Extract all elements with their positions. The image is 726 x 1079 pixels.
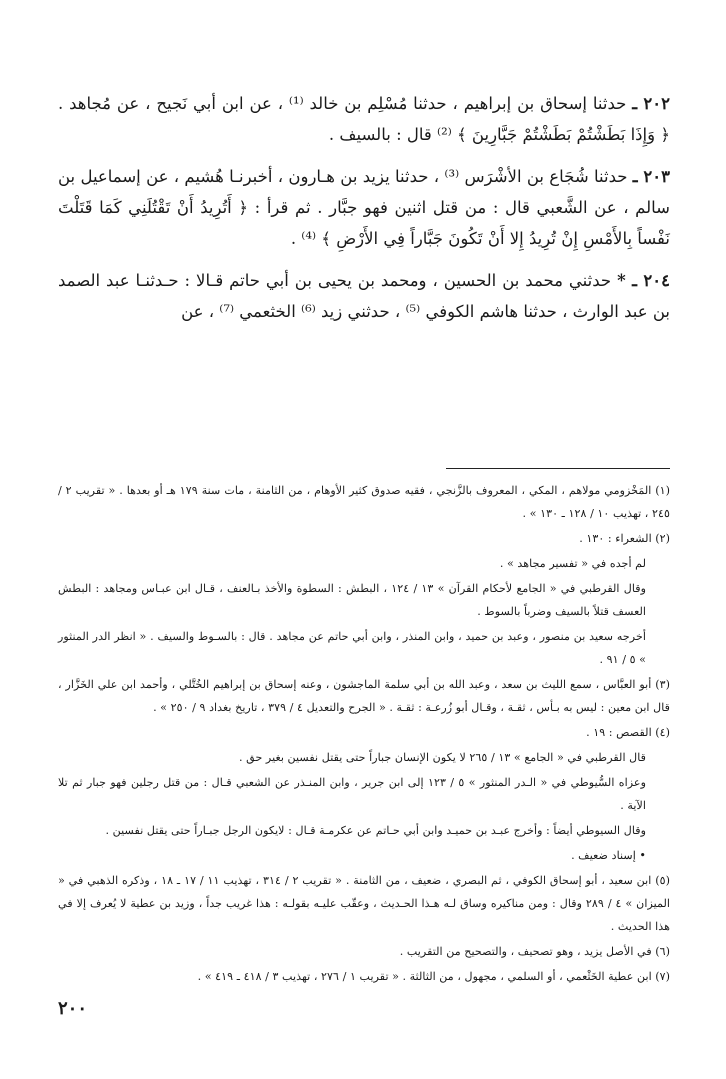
footnote: (٢) الشعراء : ١٣٠ . [579,532,670,545]
book-page [58,88,671,1019]
footnote: قال القرطبي في « الجامع » ١٣ / ٢٦٥ لا يكون الإنسان جباراً حتى يقتل نفسين بغير حق . [239,751,646,764]
footnote: (١) المَخْزومي مولاهم ، المكي ، المعروف بالزَّنجي ، فقيه صدوق كثير الأوهام ، من الثامنة ، مات سنة ١٧٩ هـ أو بعدها . « تقريب ٢ / ٢٤٥ ، تهذيب ١٠ / ١٢٨ ـ ١٣٠ » . [58,484,671,520]
hadith-number: ٢٠٤ ـ * [617,271,670,290]
footnote: وقال القرطبي في « الجامع لأحكام القرآن » ١٣ / ١٢٤ ، البطش : السطوة والأخذ بـالعنف ، قـال ابن عبـاس ومجاهد : البطش العسف قتلاً بالسيف وضرباً بالسوط . [58,582,646,618]
hadith-text: حدثني محمد بن الحسين ، ومحمد بن يحيى بن أبي حاتم قـالا : حـدثنـا عبد الصمد بن عبد الوارث ، حدثنا هاشم الكوفي ⁽⁵⁾ ، حدثني زيد ⁽⁶⁾ الخثعمي ⁽⁷⁾ ، عن [58,271,670,321]
main-text [58,88,670,327]
footnote: أخرجه سعيد بن منصور ، وعبد بن حميد ، وابن المنذر ، وابن أبي حاتم عن مجاهد . قال : بالسـوط والسيف . « انظر الدر المنثور » ٥ / ٩١ . [58,630,646,666]
footnote-separator [446,468,670,469]
hadith-203 [58,161,670,254]
footnotes [58,479,670,990]
footnote: (٤) القصص : ١٩ . [586,726,670,739]
footnote: • إسناد ضعيف . [571,849,646,862]
footnote: وقال السيوطي أيضاً : وأخرج عبـد بن حميـد وابن أبي حـاتم عن عكرمـة قـال : لايكون الرجل جبـاراً حتى يقتل نفسين . [105,824,646,837]
footnote: (٧) ابن عطية الخَثْعمي ، أو السلمي ، مجهول ، من الثالثة . « تقريب ١ / ٢٧٦ ، تهذيب ٣ / ٤١٨ ـ ٤١٩ » . [197,970,670,983]
page-number: ٢٠٠ [58,998,88,1019]
footnote: (٦) في الأصل يزيد ، وهو تصحيف ، والتصحيح من التقريب . [399,945,670,958]
hadith-number: ٢٠٢ ـ [632,94,670,113]
footnote: (٣) أبو العبَّاس ، سمع الليث بن سعد ، وعبد الله بن أبي سلمة الماجشون ، وعنه إسحاق بن إبراهيم الخُتَّلي ، وأحمد ابن علي الخَزَّار ، قال ابن معين : ليس به بـأس ، ثقـة ، وقـال أبو زُرعـة : ثقـة . « الجرح والتعديل ٤ / ٣٧٩ ، تاريخ بغداد ٩ / ٢٥٠ » . [58,678,670,714]
hadith-204 [58,265,670,327]
hadith-text: حدثنا إسحاق بن إبراهيم ، حدثنا مُسْلِم بن خالد ⁽¹⁾ ، عن ابن أبي نَجيح ، عن مُجاهد . ﴿ وَإِذَا بَطَشْتُمْ بَطَشْتُمْ جَبَّارِينَ ﴾ ⁽²⁾ قال : بالسيف . [58,94,670,144]
hadith-number: ٢٠٣ ـ [632,167,670,186]
footnote: لم أجده في « تفسير مجاهد » . [499,557,646,570]
footnote: (٥) ابن سعيد ، أبو إسحاق الكوفي ، ثم البصري ، ضعيف ، من الثامنة . « تقريب ٢ / ٣١٤ ، تهذيب ١١ / ١٧ ـ ١٨ ، وذكره الذهبي في « الميزان » ٤ / ٢٨٩ وقال : ومن مناكيره وساق لـه هـذا الحـديث ، وعقّب عليـه بقولـه : هذا غريب جداً ، وزيد بن عطية لا يُعرف إلا في هذا الحديث . [58,874,671,933]
hadith-text: حدثنا شُجَاع بن الأشْرَس ⁽³⁾ ، حدثنا يزيد بن هـارون ، أخبرنـا هُشيم ، عن إسماعيل بن سالم ، عن الشَّعبي قال : من قتل اثنين فهو جبَّار . ثم قرأ : ﴿ أَتُرِيدُ أَنْ تَقْتُلَنِي كَمَا قَتَلْتَ نَفْساً بِالأَمْسِ إِنْ تُرِيدُ إِلا أَنْ تَكُونَ جَبَّاراً فِي الأَرْضِ ﴾ ⁽⁴⁾ . [58,167,670,248]
hadith-202 [58,88,670,150]
footnote: وعزاه السُّيوطي في « الـدر المنثور » ٥ / ١٢٣ إلى ابن جرير ، وابن المنـذر عن الشعبي قـال : من قتل رجلين فهو جبار ثم تلا الآية . [58,776,646,812]
